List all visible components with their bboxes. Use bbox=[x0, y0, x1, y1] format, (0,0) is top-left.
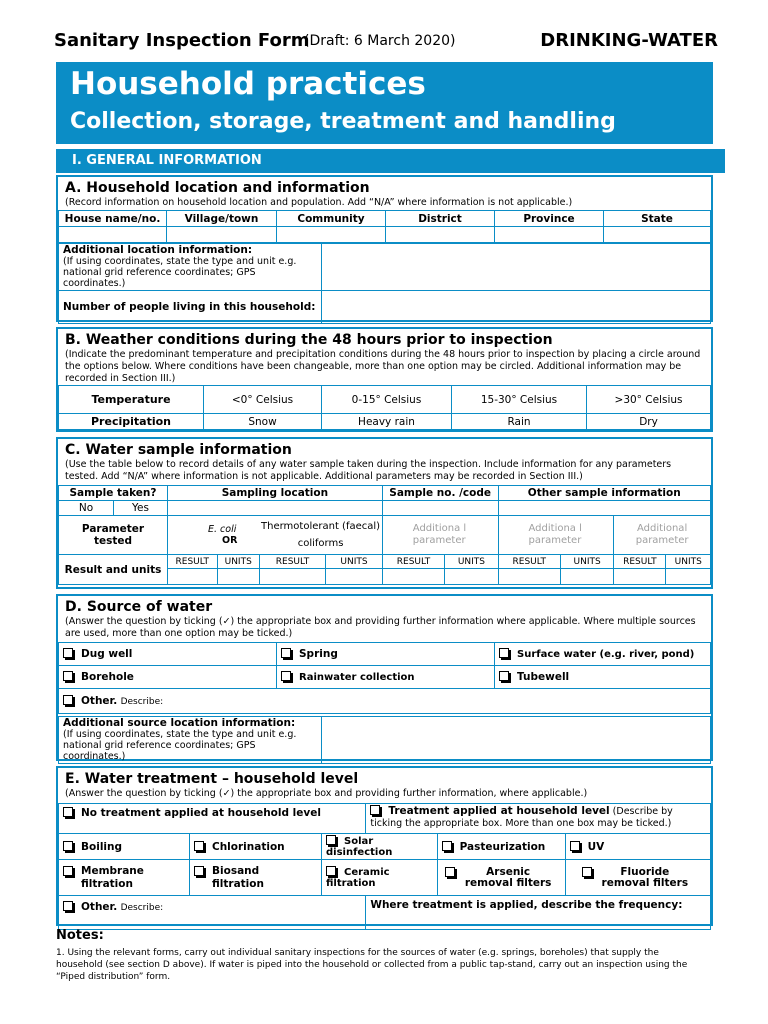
precip-option-3[interactable]: Rain bbox=[452, 414, 587, 430]
state-field[interactable] bbox=[604, 227, 711, 243]
village-field[interactable] bbox=[167, 227, 277, 243]
option-other-source[interactable]: Other. Describe: bbox=[59, 689, 711, 714]
source-extra-table bbox=[58, 716, 711, 764]
checkbox-icon[interactable] bbox=[442, 841, 452, 851]
checkbox-icon[interactable] bbox=[63, 671, 73, 681]
section-a-title: A. Household location and information bbox=[65, 180, 370, 196]
checkbox-icon[interactable] bbox=[582, 867, 592, 877]
option-boiling[interactable]: Boiling bbox=[59, 834, 190, 860]
col-community: Community bbox=[277, 211, 386, 227]
result-header-5: RESULT bbox=[614, 555, 666, 569]
units-field-1[interactable] bbox=[217, 569, 259, 585]
units-field-5[interactable] bbox=[666, 569, 711, 585]
option-no-treatment[interactable]: No treatment applied at household level bbox=[59, 804, 366, 834]
thermotolerant-label: Thermotolerant (faecal) coliforms bbox=[259, 516, 382, 555]
option-ceramic[interactable]: Ceramic filtration bbox=[322, 860, 438, 896]
option-treatment-applied[interactable]: Treatment applied at household level (Describe by ticking the appropriate box. More than one box may be ticked.) bbox=[366, 804, 711, 834]
col-district: District bbox=[386, 211, 495, 227]
checkbox-icon[interactable] bbox=[194, 841, 204, 851]
checkbox-icon[interactable] bbox=[326, 866, 336, 876]
section-a-subtitle: (Record information on household location and population. Add “N/A” where information is not applicable.) bbox=[65, 197, 573, 208]
additional-param-3: Additional parameter bbox=[614, 516, 711, 555]
units-field-4[interactable] bbox=[561, 569, 614, 585]
option-other-treatment[interactable]: Other. Describe: bbox=[59, 896, 366, 930]
section-c bbox=[56, 437, 713, 589]
people-label: Number of people living in this household: bbox=[59, 291, 322, 324]
result-header-2: RESULT bbox=[259, 555, 325, 569]
section-e-subtitle: (Answer the question by ticking (✓) the appropriate box and providing further information, where applicable.) bbox=[65, 788, 588, 799]
frequency-field[interactable]: Where treatment is applied, describe the frequency: bbox=[366, 896, 711, 930]
community-field[interactable] bbox=[277, 227, 386, 243]
checkbox-icon[interactable] bbox=[281, 671, 291, 681]
option-arsenic[interactable]: Arsenic removal filters bbox=[437, 860, 565, 896]
sample-code-field[interactable] bbox=[382, 501, 498, 516]
additional-param-2: Additiona l parameter bbox=[498, 516, 614, 555]
additional-source-hint: (If using coordinates, state the type and unit e.g. national grid reference coordinates; GPS coordinates.) bbox=[63, 729, 297, 762]
checkbox-icon[interactable] bbox=[499, 648, 509, 658]
district-field[interactable] bbox=[386, 227, 495, 243]
checkbox-icon[interactable] bbox=[281, 648, 291, 658]
result-header-1: RESULT bbox=[168, 555, 218, 569]
weather-table bbox=[58, 385, 711, 430]
section-e-title: E. Water treatment – household level bbox=[65, 771, 359, 787]
section-b-subtitle: (Indicate the predominant temperature and precipitation conditions during the 48 hours prior to inspection by placing a circle around the options below. Where conditions have been changeable, more than one option may be circled. Additional information may be recorded in Section III.) bbox=[65, 349, 701, 384]
additional-location-hint: (If using coordinates, state the type and unit e.g. national grid reference coordinates; GPS coordinates.) bbox=[63, 256, 297, 289]
option-pasteurization[interactable]: Pasteurization bbox=[437, 834, 565, 860]
checkbox-icon[interactable] bbox=[63, 901, 73, 911]
checkbox-icon[interactable] bbox=[445, 867, 455, 877]
sample-table bbox=[58, 485, 711, 585]
category-label: DRINKING-WATER bbox=[540, 30, 718, 51]
result-field-1[interactable] bbox=[168, 569, 218, 585]
result-field-5[interactable] bbox=[614, 569, 666, 585]
precip-option-2[interactable]: Heavy rain bbox=[322, 414, 452, 430]
checkbox-icon[interactable] bbox=[326, 835, 336, 845]
source-table bbox=[58, 642, 711, 714]
additional-param-1: Additiona l parameter bbox=[382, 516, 498, 555]
section-a bbox=[56, 175, 713, 322]
other-info-field[interactable] bbox=[498, 501, 710, 516]
house-field[interactable] bbox=[59, 227, 167, 243]
checkbox-icon[interactable] bbox=[63, 695, 73, 705]
temp-option-3[interactable]: 15-30° Celsius bbox=[452, 386, 587, 414]
col-province: Province bbox=[495, 211, 604, 227]
sampling-location-header: Sampling location bbox=[168, 486, 383, 501]
checkbox-icon[interactable] bbox=[370, 805, 380, 815]
units-header-3: UNITS bbox=[445, 555, 498, 569]
option-membrane[interactable]: Membrane filtration bbox=[59, 860, 190, 896]
option-borehole[interactable]: Borehole bbox=[59, 666, 277, 689]
checkbox-icon[interactable] bbox=[63, 841, 73, 851]
ecoli-label: E. coli OR bbox=[168, 516, 260, 555]
col-house: House name/no. bbox=[59, 211, 167, 227]
option-fluoride[interactable]: Fluoride removal filters bbox=[565, 860, 710, 896]
section-d bbox=[56, 594, 713, 761]
precip-option-4[interactable]: Dry bbox=[587, 414, 711, 430]
title-banner bbox=[56, 62, 713, 144]
col-village: Village/town bbox=[167, 211, 277, 227]
option-spring[interactable]: Spring bbox=[277, 643, 495, 666]
sample-no-header: Sample no. /code bbox=[382, 486, 498, 501]
units-field-3[interactable] bbox=[445, 569, 498, 585]
option-tubewell[interactable]: Tubewell bbox=[495, 666, 711, 689]
sampling-location-field[interactable] bbox=[168, 501, 383, 516]
result-header-4: RESULT bbox=[498, 555, 561, 569]
result-field-4[interactable] bbox=[498, 569, 561, 585]
notes-title: Notes: bbox=[56, 928, 104, 943]
province-field[interactable] bbox=[495, 227, 604, 243]
banner-subtitle: Collection, storage, treatment and handling bbox=[70, 109, 616, 134]
result-header-3: RESULT bbox=[382, 555, 445, 569]
additional-source-label: Additional source location information: bbox=[63, 717, 296, 729]
option-dug-well[interactable]: Dug well bbox=[59, 643, 277, 666]
checkbox-icon[interactable] bbox=[63, 866, 73, 876]
checkbox-icon[interactable] bbox=[63, 648, 73, 658]
people-field[interactable] bbox=[322, 291, 711, 324]
option-chlorination[interactable]: Chlorination bbox=[190, 834, 322, 860]
option-uv[interactable]: UV bbox=[565, 834, 710, 860]
result-field-2[interactable] bbox=[259, 569, 325, 585]
result-units-label: Result and units bbox=[59, 555, 168, 585]
option-solar[interactable]: Solar disinfection bbox=[322, 834, 438, 860]
units-header-2: UNITS bbox=[326, 555, 383, 569]
treatment-table bbox=[58, 803, 711, 930]
temperature-label: Temperature bbox=[59, 386, 204, 414]
section-c-title: C. Water sample information bbox=[65, 442, 292, 458]
checkbox-icon[interactable] bbox=[194, 866, 204, 876]
units-field-2[interactable] bbox=[326, 569, 383, 585]
option-surface-water[interactable]: Surface water (e.g. river, pond) bbox=[495, 643, 711, 666]
precip-option-1[interactable]: Snow bbox=[204, 414, 322, 430]
temp-option-2[interactable]: 0-15° Celsius bbox=[322, 386, 452, 414]
section-d-subtitle: (Answer the question by ticking (✓) the appropriate box and providing further information where applicable. Where multiple sources are used, more than one option may be ticked.) bbox=[65, 616, 696, 639]
temp-option-4[interactable]: >30° Celsius bbox=[587, 386, 711, 414]
checkbox-icon[interactable] bbox=[63, 807, 73, 817]
section-general-info: I. GENERAL INFORMATION bbox=[56, 149, 725, 173]
checkbox-icon[interactable] bbox=[499, 671, 509, 681]
draft-date: (Draft: 6 March 2020) bbox=[304, 33, 456, 49]
section-e bbox=[56, 766, 713, 926]
banner-title: Household practices bbox=[70, 66, 426, 102]
section-b-title: B. Weather conditions during the 48 hours prior to inspection bbox=[65, 332, 553, 348]
units-header-1: UNITS bbox=[217, 555, 259, 569]
page-header bbox=[54, 30, 718, 54]
precipitation-label: Precipitation bbox=[59, 414, 204, 430]
sample-no-option[interactable]: No bbox=[59, 501, 114, 516]
temp-option-1[interactable]: <0° Celsius bbox=[204, 386, 322, 414]
other-info-header: Other sample information bbox=[498, 486, 710, 501]
sample-taken-header: Sample taken? bbox=[59, 486, 168, 501]
additional-source-field[interactable] bbox=[322, 717, 711, 764]
additional-location-label: Additional location information: bbox=[63, 244, 253, 256]
col-state: State bbox=[604, 211, 711, 227]
section-c-subtitle: (Use the table below to record details of any water sample taken during the inspection. Include information for any parameters tested. Add “N/A” where information is not applicable. Additional parameters may be recorded in Section III.) bbox=[65, 459, 672, 482]
units-header-4: UNITS bbox=[561, 555, 614, 569]
option-rainwater[interactable]: Rainwater collection bbox=[277, 666, 495, 689]
section-d-title: D. Source of water bbox=[65, 599, 213, 615]
or-label: OR bbox=[222, 535, 238, 546]
parameter-tested-label: Parameter tested bbox=[59, 516, 168, 555]
units-header-5: UNITS bbox=[666, 555, 711, 569]
checkbox-icon[interactable] bbox=[570, 841, 580, 851]
option-biosand[interactable]: Biosand filtration bbox=[190, 860, 322, 896]
sample-yes-option[interactable]: Yes bbox=[114, 501, 168, 516]
note-1: 1. Using the relevant forms, carry out individual sanitary inspections for the sources of water (e.g. springs, boreholes) that supply the household (see section D above). If water is piped into the household or collected from a public tap-stand, carry out an inspection using the “Piped distribution” form. bbox=[56, 948, 688, 982]
form-title: Sanitary Inspection Form bbox=[54, 30, 310, 51]
section-b bbox=[56, 327, 713, 432]
additional-location-field[interactable] bbox=[322, 244, 711, 291]
location-extra-table bbox=[58, 243, 711, 324]
location-table bbox=[58, 210, 711, 243]
result-field-3[interactable] bbox=[382, 569, 445, 585]
